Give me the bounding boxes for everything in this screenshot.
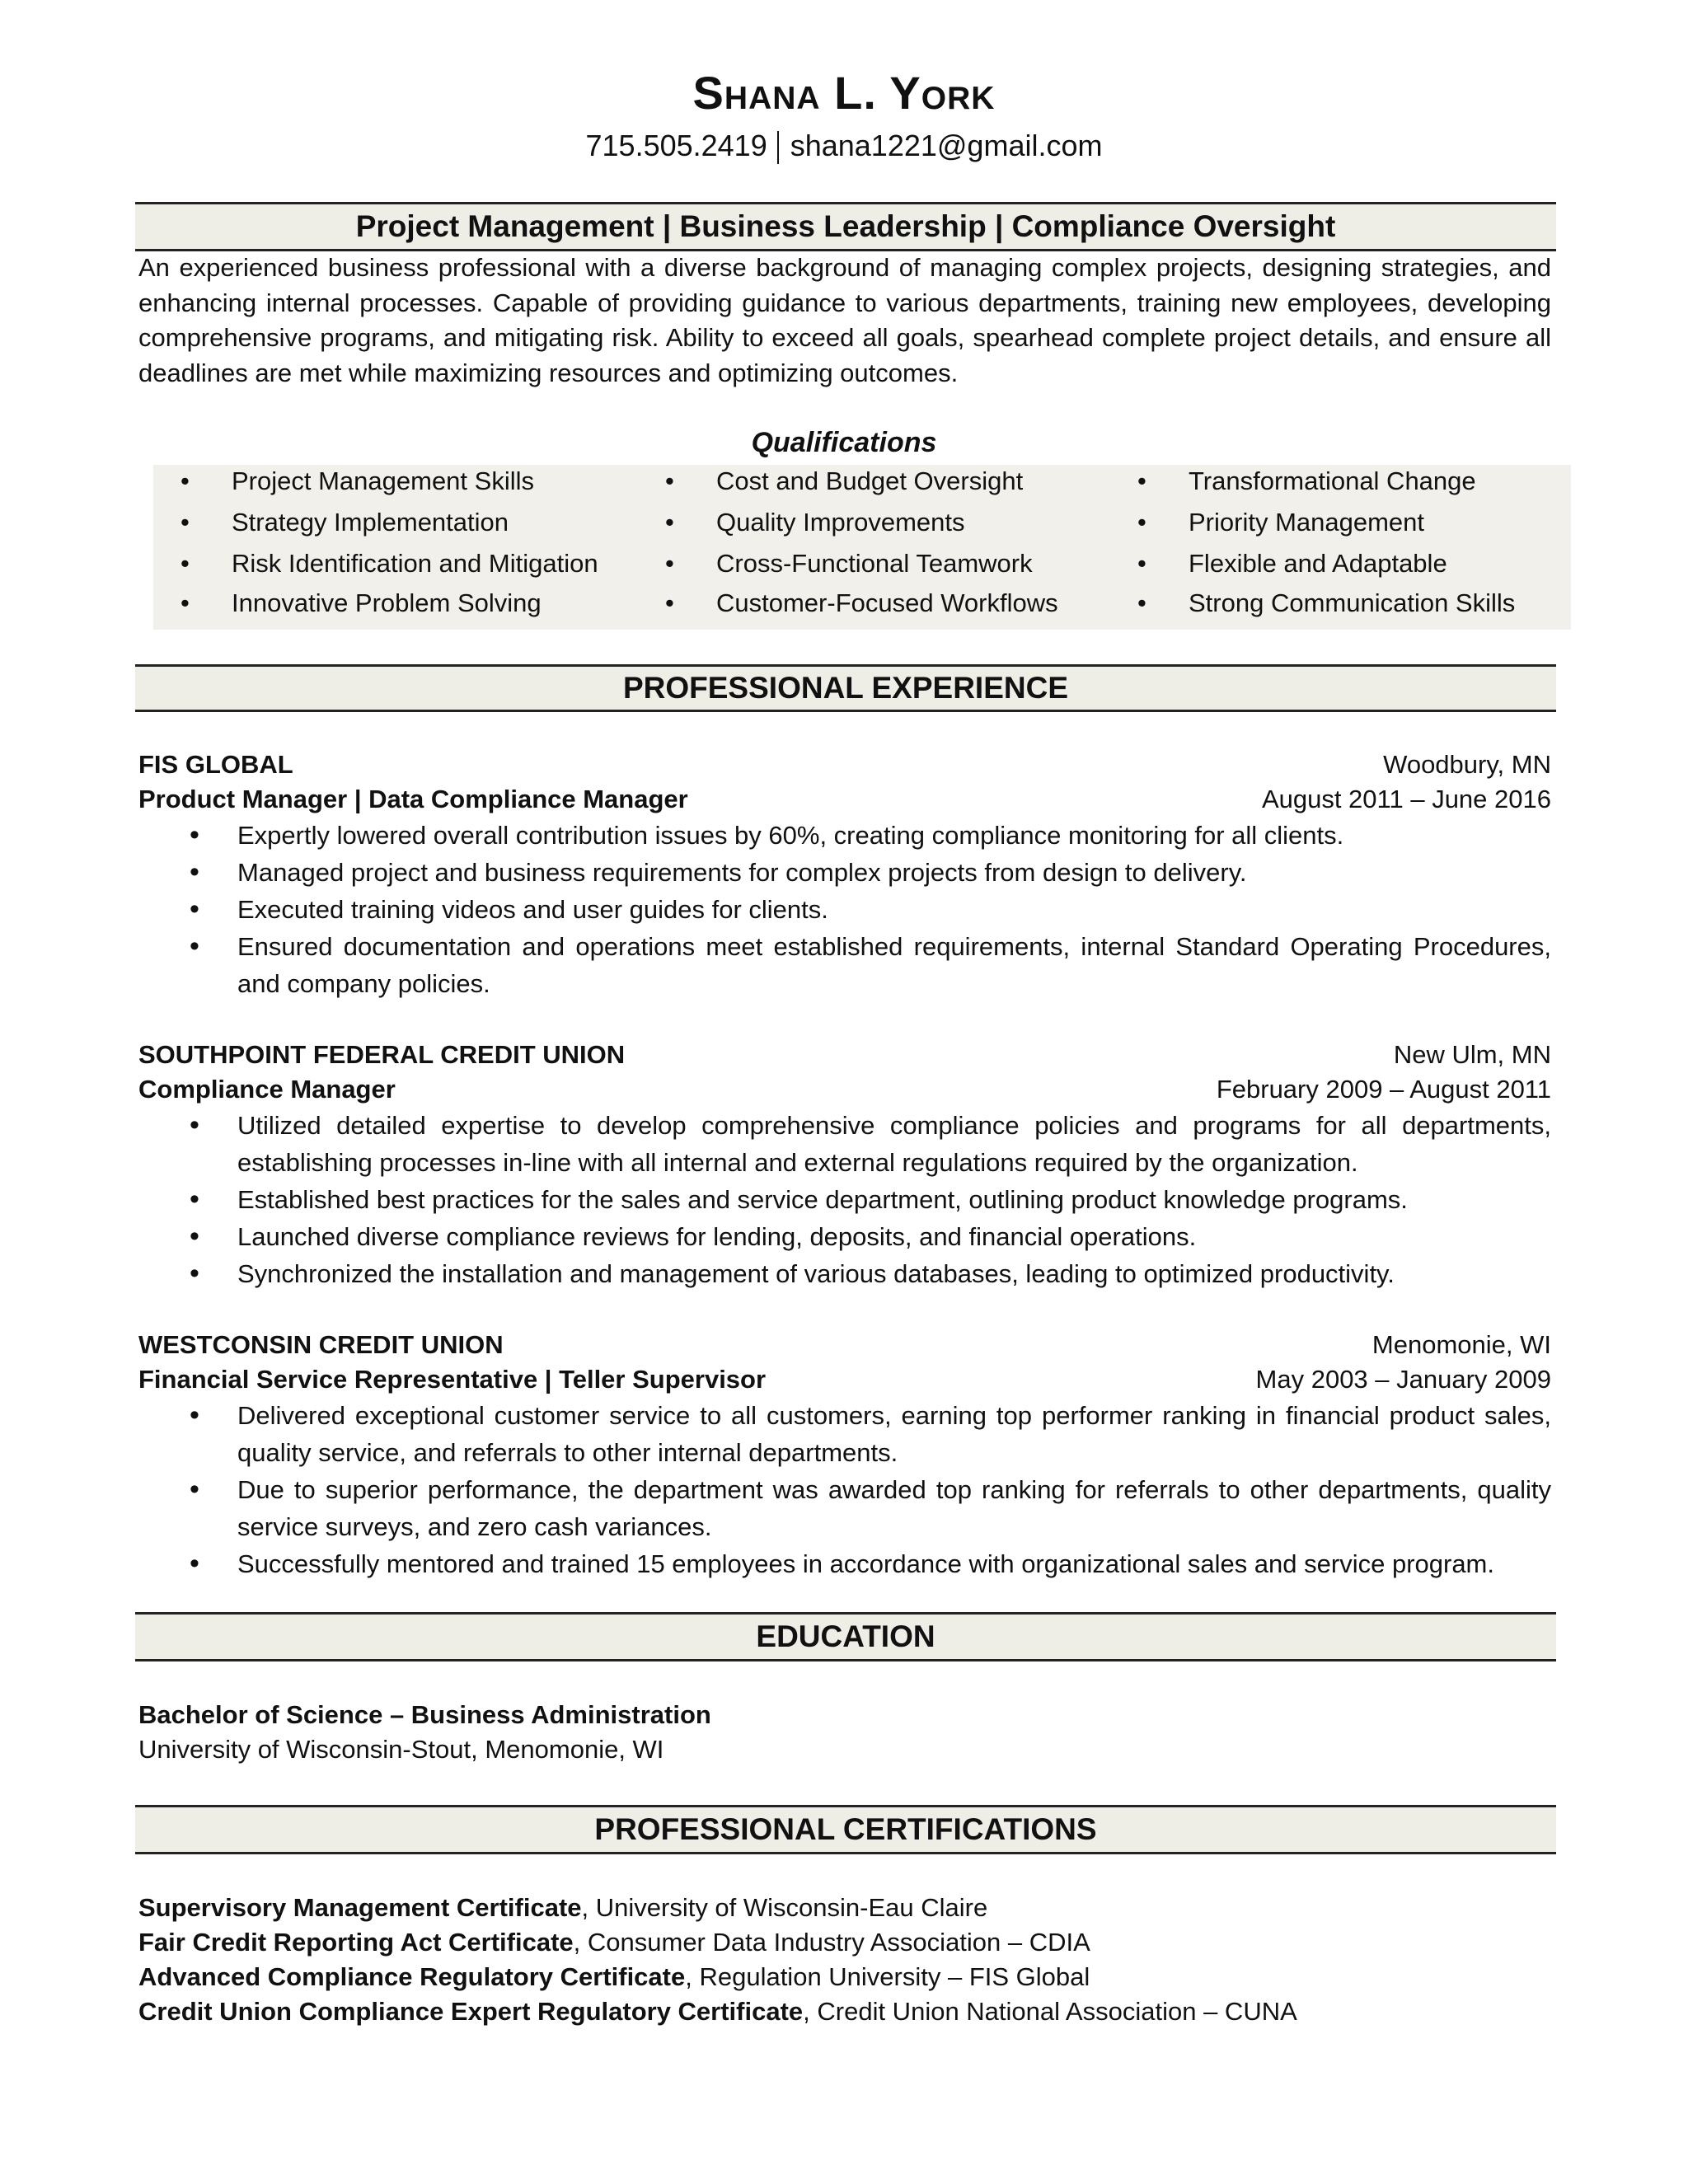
- certification-issuer: , Regulation University – FIS Global: [685, 1962, 1090, 1991]
- email-address: shana1221@gmail.com: [790, 129, 1103, 162]
- job-company-line: [138, 1328, 1551, 1362]
- headline-bar: [135, 202, 1556, 251]
- certification-issuer: , Credit Union National Association – CUNA: [803, 1997, 1297, 2026]
- section-title: EDUCATION: [756, 1619, 935, 1653]
- bullet-icon: •: [181, 549, 190, 578]
- qualification-item: • Project Management Skills: [232, 465, 534, 498]
- bullet-icon: •: [181, 588, 190, 617]
- certification-issuer: , Consumer Data Industry Association – CDIA: [573, 1928, 1090, 1957]
- certification-item: [138, 1891, 987, 1925]
- job-role-line: [138, 1362, 1551, 1397]
- school: University of Wisconsin-Stout, Menomonie, WI: [138, 1735, 664, 1764]
- section-bar-education: [135, 1612, 1556, 1661]
- job-company-line: [138, 748, 1551, 782]
- job-dates: February 2009 – August 2011: [1216, 1075, 1551, 1104]
- job-title: Product Manager | Data Compliance Manager: [138, 785, 688, 813]
- list-item: • Managed project and business requirements for complex projects from design to delivery.: [237, 854, 1551, 891]
- job-title: Financial Service Representative | Teller Supervisor: [138, 1365, 767, 1394]
- qualification-item: • Strategy Implementation: [232, 506, 509, 539]
- job-title: Compliance Manager: [138, 1075, 396, 1104]
- contact-divider: [777, 131, 779, 164]
- job-location: New Ulm, MN: [1393, 1040, 1551, 1069]
- bullet-icon: •: [665, 466, 674, 495]
- qualification-item: • Customer-Focused Workflows: [716, 587, 1058, 620]
- job-company-line: [138, 1038, 1551, 1072]
- job-location: Woodbury, MN: [1383, 750, 1551, 779]
- list-item: • Delivered exceptional customer service to all customers, earning top performer ranking in financial product sales, quality service, and referrals to other internal departments.: [237, 1397, 1551, 1471]
- bullet-icon: •: [665, 549, 674, 578]
- job-bullets: [237, 817, 1551, 1002]
- job-dates: May 2003 – January 2009: [1255, 1365, 1551, 1394]
- job-bullets: [237, 1397, 1551, 1582]
- section-bar-experience: [135, 664, 1556, 712]
- bullet-icon: •: [1137, 466, 1146, 495]
- company-name: SOUTHPOINT FEDERAL CREDIT UNION: [138, 1040, 626, 1069]
- qualification-item: • Transformational Change: [1189, 465, 1476, 498]
- job-role-line: [138, 1072, 1551, 1107]
- bullet-icon: •: [665, 588, 674, 617]
- section-bar-certifications: [135, 1805, 1556, 1854]
- list-item: • Executed training videos and user guides for clients.: [237, 891, 1551, 928]
- list-item: • Launched diverse compliance reviews for lending, deposits, and financial operations.: [237, 1218, 1551, 1255]
- qualification-item: • Priority Management: [1189, 506, 1424, 539]
- bullet-icon: •: [1137, 588, 1146, 617]
- bullet-icon: •: [1137, 508, 1146, 537]
- qualification-item: • Innovative Problem Solving: [232, 587, 542, 620]
- certification-item: [138, 1960, 1090, 1994]
- bullet-icon: •: [181, 466, 190, 495]
- certification-name: Fair Credit Reporting Act Certificate: [138, 1928, 574, 1957]
- bullet-icon: •: [1137, 549, 1146, 578]
- certification-item: [138, 1994, 1297, 2029]
- phone-number: 715.505.2419: [585, 129, 767, 162]
- qualifications-title: Qualifications: [751, 427, 937, 458]
- section-title: PROFESSIONAL CERTIFICATIONS: [594, 1812, 1097, 1846]
- certification-item: [138, 1925, 1090, 1960]
- section-title: PROFESSIONAL EXPERIENCE: [622, 671, 1069, 705]
- certification-issuer: , University of Wisconsin-Eau Claire: [581, 1893, 988, 1922]
- qualification-item: • Quality Improvements: [716, 506, 965, 539]
- bullet-icon: •: [181, 508, 190, 537]
- qualification-item: • Strong Communication Skills: [1189, 587, 1515, 620]
- candidate-name: Shana L. York: [692, 67, 996, 119]
- job-bullets: [237, 1107, 1551, 1292]
- qualification-item: • Flexible and Adaptable: [1189, 547, 1447, 580]
- headline-text: Project Management | Business Leadership | Compliance Oversight: [355, 209, 1336, 243]
- job-location: Menomonie, WI: [1372, 1330, 1551, 1359]
- list-item: • Due to superior performance, the department was awarded top ranking for referrals to other departments, quality service surveys, and zero cash variances.: [237, 1471, 1551, 1545]
- list-item: • Ensured documentation and operations meet established requirements, internal Standard Operating Procedures, and company policies.: [237, 928, 1551, 1002]
- list-item: • Utilized detailed expertise to develop comprehensive compliance policies and programs for all departments, establishing processes in-line with all internal and external regulations required by the organization.: [237, 1107, 1551, 1181]
- summary-paragraph: An experienced business professional with a diverse background of managing complex projects, designing strategies, and enhancing internal processes. Capable of providing guidance to various departments, training new employees, developing comprehensive programs, and mitigating risk. Ability to exceed all goals, spearhead complete project details, and ensure all deadlines are met while maximizing resources and optimizing outcomes.: [138, 253, 1551, 387]
- qualification-item: • Cost and Budget Oversight: [716, 465, 1023, 498]
- bullet-icon: •: [665, 508, 674, 537]
- job-role-line: [138, 782, 1551, 817]
- qualification-item: • Risk Identification and Mitigation: [232, 547, 598, 580]
- list-item: • Synchronized the installation and management of various databases, leading to optimized productivity.: [237, 1255, 1551, 1292]
- list-item: • Successfully mentored and trained 15 employees in accordance with organizational sales and service program.: [237, 1545, 1551, 1582]
- list-item: • Established best practices for the sales and service department, outlining product knowledge programs.: [237, 1181, 1551, 1218]
- list-item: • Expertly lowered overall contribution issues by 60%, creating compliance monitoring for all clients.: [237, 817, 1551, 854]
- degree: Bachelor of Science – Business Administration: [138, 1700, 711, 1729]
- job-dates: August 2011 – June 2016: [1261, 785, 1551, 813]
- certification-name: Supervisory Management Certificate: [138, 1893, 582, 1922]
- company-name: FIS GLOBAL: [138, 750, 293, 779]
- certification-name: Credit Union Compliance Expert Regulatory Certificate: [138, 1997, 804, 2026]
- contact-line: [0, 129, 1688, 164]
- company-name: WESTCONSIN CREDIT UNION: [138, 1330, 504, 1359]
- certification-name: Advanced Compliance Regulatory Certificate: [138, 1962, 686, 1991]
- qualification-item: • Cross-Functional Teamwork: [716, 547, 1033, 580]
